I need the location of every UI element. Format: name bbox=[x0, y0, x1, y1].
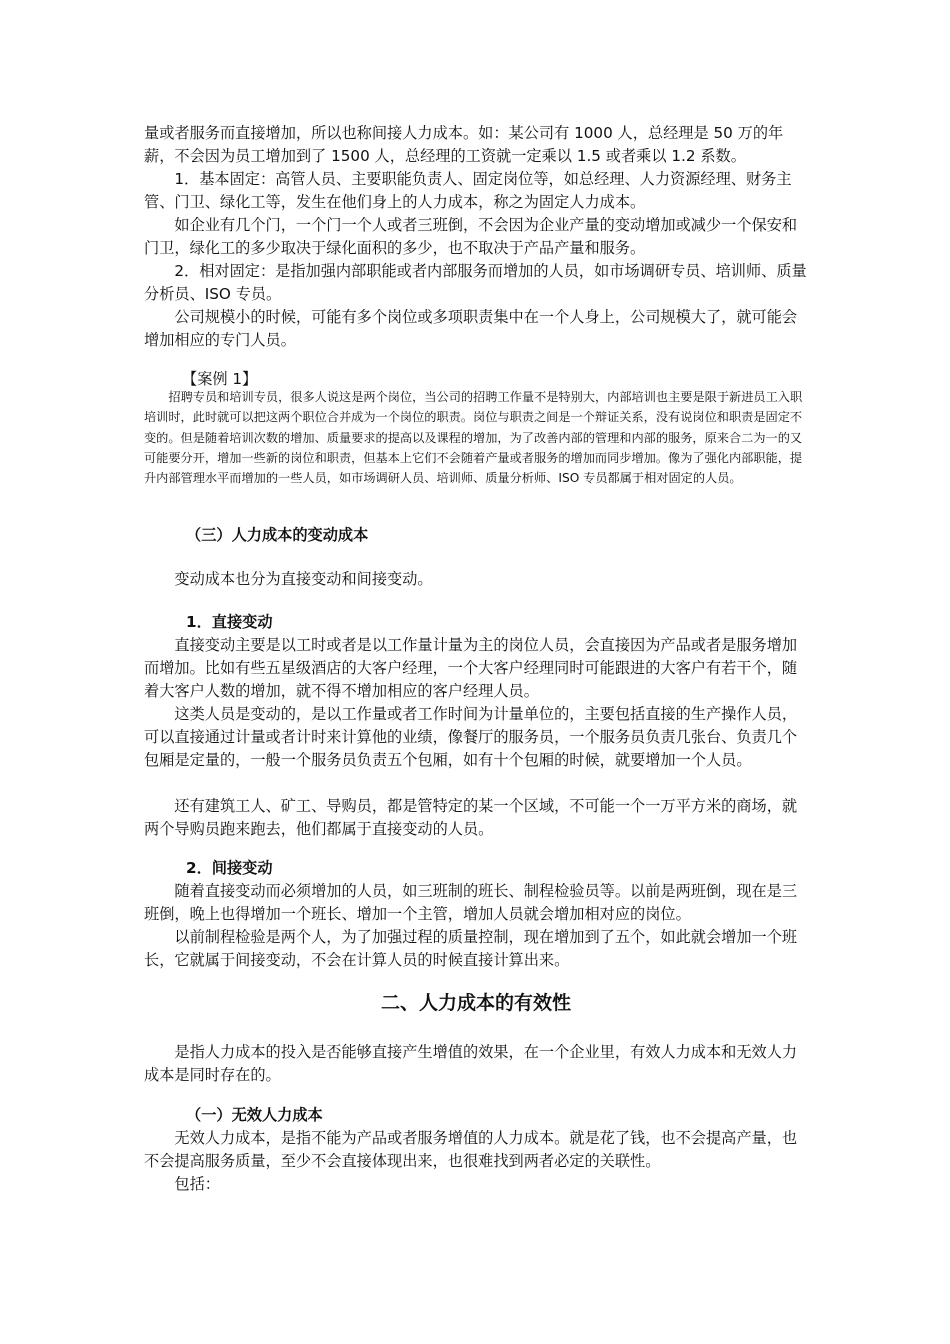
heading-variable-cost: （三）人力成本的变动成本 bbox=[186, 526, 369, 544]
case-label: 【案例 1】 bbox=[182, 370, 258, 388]
paragraph-direct-1: 直接变动主要是以工时或者是以工作量计量为主的岗位人员，会直接因为产品或者是服务增加而增加。比如有些五星级酒店的大客户经理，一个大客户经理同时可能跟进的大客户有若干个，随着大客户人数的增加，就不得不增加相应的客户经理人员。 bbox=[144, 636, 798, 700]
paragraph-invalid: 无效人力成本，是指不能为产品或者服务增值的人力成本。就是花了钱，也不会提高产量，也不会提高服务质量，至少不会直接体现出来，也很难找到两者必定的关联性。 bbox=[144, 1129, 798, 1170]
paragraph-basic-fixed: 1．基本固定：高管人员、主要职能负责人、固定岗位等，如总经理、人力资源经理、财务主管、门卫、绿化工等，发生在他们身上的人力成本，称之为固定人力成本。 bbox=[144, 170, 792, 211]
paragraph-include: 包括： bbox=[174, 1175, 220, 1193]
paragraph-relative-fixed: 2．相对固定：是指加强内部职能或者内部服务而增加的人员，如市场调研专员、培训师、质量分析员、ISO 专员。 bbox=[144, 262, 807, 303]
paragraph-direct-2: 这类人员是变动的，是以工作量或者工作时间为计量单位的，主要包括直接的生产操作人员，可以直接通过计量或者计时来计算他的业绩，像餐厅的服务员，一个服务员负责几张台、负责几个包厢是定量的，一般一个服务员负责五个包厢，如有十个包厢的时候，就要增加一个人员。 bbox=[144, 705, 798, 769]
paragraph-gates: 如企业有几个门，一个门一个人或者三班倒，不会因为企业产量的变动增加或减少一个保安和门卫，绿化工的多少取决于绿化面积的多少，也不取决于产品产量和服务。 bbox=[144, 216, 798, 257]
paragraph-company-size: 公司规模小的时候，可能有多个岗位或多项职责集中在一个人身上，公司规模大了，就可能会增加相应的专门人员。 bbox=[144, 308, 798, 349]
heading-indirect-variable: 2．间接变动 bbox=[186, 859, 273, 877]
heading-invalid-cost: （一）无效人力成本 bbox=[186, 1106, 323, 1124]
paragraph-intro: 量或者服务而直接增加，所以也称间接人力成本。如：某公司有 1000 人，总经理是 50 万的年薪，不会因为员工增加到了 1500 人，总经理的工资就一定乘以 1.5 或者乘以 1.2 系数。 bbox=[144, 124, 784, 165]
paragraph-indirect-1: 随着直接变动而必须增加的人员，如三班制的班长、制程检验员等。以前是两班倒，现在是三班倒，晚上也得增加一个班长、增加一个主管，增加人员就会增加相对应的岗位。 bbox=[144, 882, 798, 923]
case-text: 招聘专员和培训专员，很多人说这是两个岗位，当公司的招聘工作量不是特别大，内部培训也主要是限于新进员工入职培训时，此时就可以把这两个职位合并成为一个岗位的职责。岗位与职责之间是一个辩证关系，没有说岗位和职责是固定不变的。但是随着培训次数的增加、质量要求的提高以及课程的增加，为了改善内部的管理和内部的服务，原来合二为一的又可能要分开，增加一些新的岗位和职责，但基本上它们不会随着产量或者服务的增加而同步增加。像为了强化内部职能，提升内部管理水平而增加的一些人员，如市场调研人员、培训师、质量分析师、ISO 专员都属于相对固定的人员。 bbox=[144, 390, 803, 486]
paragraph-effectiveness: 是指人力成本的投入是否能够直接产生增值的效果，在一个企业里，有效人力成本和无效人力成本是同时存在的。 bbox=[144, 1043, 798, 1084]
heading-direct-variable: 1．直接变动 bbox=[186, 613, 273, 631]
paragraph-direct-3: 还有建筑工人、矿工、导购员，都是管特定的某一个区域，不可能一个一万平方米的商场，就两个导购员跑来跑去，他们都属于直接变动的人员。 bbox=[144, 797, 798, 838]
paragraph-indirect-2: 以前制程检验是两个人，为了加强过程的质量控制，现在增加到了五个，如此就会增加一个班长，它就属于间接变动，不会在计算人员的时候直接计算出来。 bbox=[144, 928, 798, 969]
section-title: 二、人力成本的有效性 bbox=[380, 992, 571, 1014]
paragraph-variable-intro: 变动成本也分为直接变动和间接变动。 bbox=[174, 570, 433, 588]
